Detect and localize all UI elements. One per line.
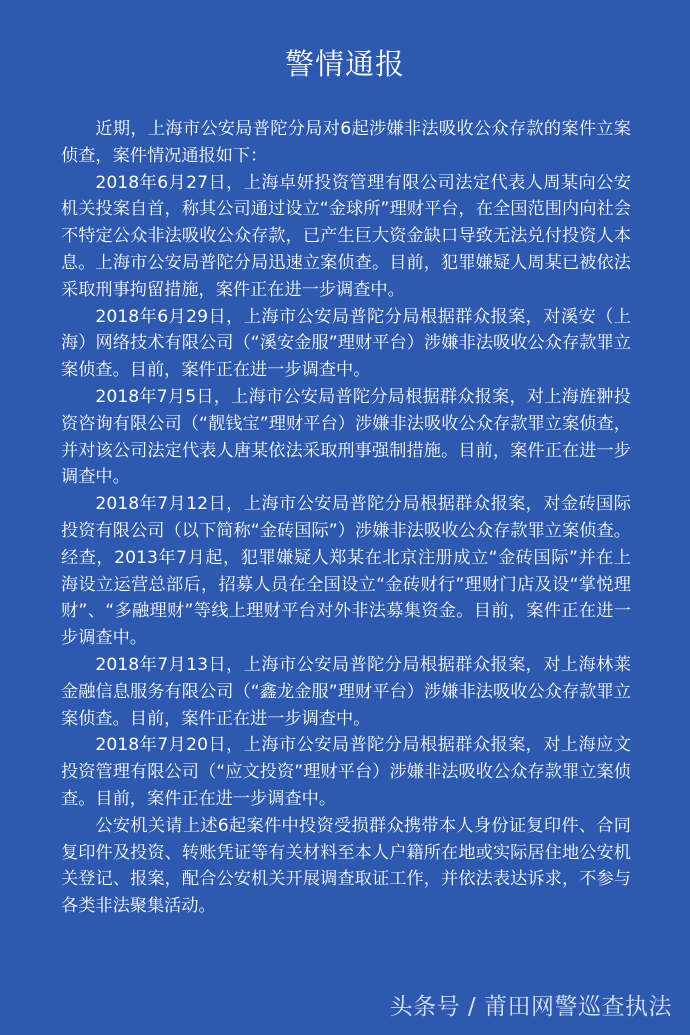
paragraph-closing: 公安机关请上述6起案件中投资受损群众携带本人身份证复印件、合同复印件及投资、转账凭证等有关材料至本人户籍所在地或实际居住地公安机关登记、报案，配合公安机关开展调查取证工作，并依法表达诉求，不参与各类非法聚集活动。 [61, 815, 631, 917]
paragraph-case-4: 2018年7月12日，上海市公安局普陀分局根据群众报案，对金砖国际投资有限公司（以下简称“金砖国际”）涉嫌非法吸收公众存款罪立案侦查。经查，2013年7月起，犯罪嫌疑人郑某在北京注册成立“金砖国际”并在上海设立运营总部后，招募人员在全国设立“金砖财行”理财门店及设“掌悦理财”、“多融理财”等线上理财平台对外非法募集资金。目前，案件正在进一步调查中。 [61, 494, 631, 649]
paragraph-case-2: 2018年6月29日，上海市公安局普陀分局根据群众报案，对溪安（上海）网络技术有限公司（“溪安金服”理财平台）涉嫌非法吸收公众存款罪立案侦查。目前，案件正在进一步调查中。 [61, 306, 631, 381]
source-watermark: 头条号 / 莆田网警巡查执法 [389, 994, 672, 1020]
page-title: 警情通报 [284, 47, 405, 81]
notice-body [61, 116, 631, 920]
paragraph-intro: 近期，上海市公安局普陀分局对6起涉嫌非法吸收公众存款的案件立案侦查，案件情况通报如下： [61, 119, 631, 166]
paragraph-case-3: 2018年7月5日，上海市公安局普陀分局根据群众报案，对上海旌翀投资咨询有限公司（“靓钱宝”理财平台）涉嫌非法吸收公众存款罪立案侦查，并对该公司法定代表人唐某依法采取刑事强制措施。目前，案件正在进一步调查中。 [61, 386, 631, 488]
paragraph-case-5: 2018年7月13日，上海市公安局普陀分局根据群众报案，对上海林莱金融信息服务有限公司（“鑫龙金服”理财平台）涉嫌非法吸收公众存款罪立案侦查。目前，案件正在进一步调查中。 [61, 654, 631, 729]
paragraph-case-1: 2018年6月27日，上海卓妍投资管理有限公司法定代表人周某向公安机关投案自首，称其公司通过设立“金球所”理财平台，在全国范围内向社会不特定公众非法吸收公众存款，已产生巨大资金缺口导致无法兑付投资人本息。上海市公安局普陀分局迅速立案侦查。目前，犯罪嫌疑人周某已被依法采取刑事拘留措施，案件正在进一步调查中。 [61, 172, 631, 300]
paragraph-case-6: 2018年7月20日，上海市公安局普陀分局根据群众报案，对上海应文投资管理有限公司（“应文投资”理财平台）涉嫌非法吸收公众存款罪立案侦查。目前，案件正在进一步调查中。 [61, 735, 631, 809]
